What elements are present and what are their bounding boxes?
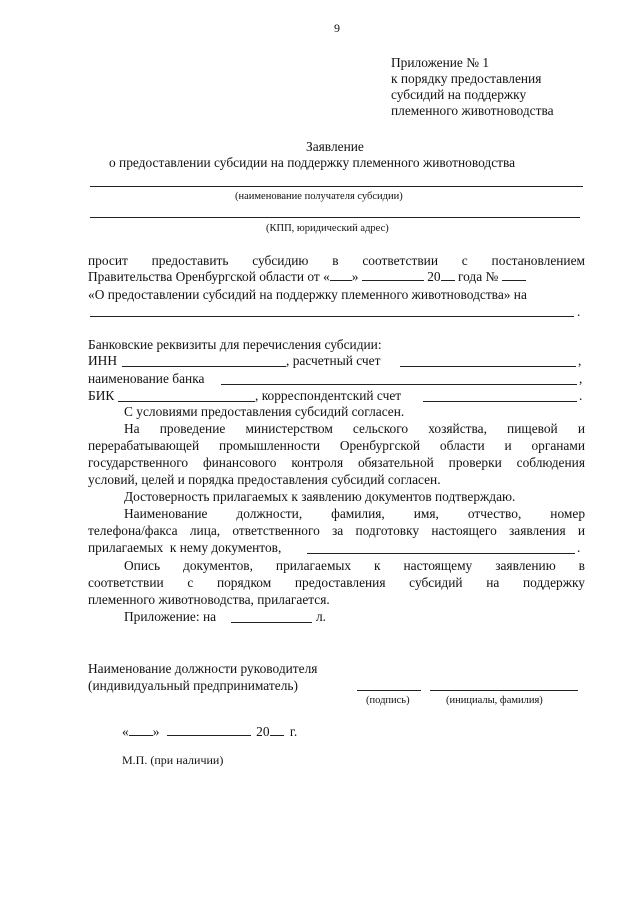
bik-field[interactable] [118, 401, 255, 402]
account-comma: , [578, 353, 582, 368]
consent-line-2: перерабатывающей промышленности Оренбургской области и органами [88, 438, 586, 453]
consent-line-4: условий, целей и порядка предоставления субсидий согласен. [88, 472, 441, 487]
appendix-line-1: Приложение № 1 [391, 55, 490, 70]
contact-line-3: прилагаемых к нему документов, [88, 540, 282, 555]
document-title: Заявление [306, 139, 364, 154]
request-line-2: Правительства Оренбургской области от « » 20 года № [88, 269, 526, 285]
date-month-blank[interactable] [167, 724, 251, 736]
appendix-line-3: субсидий на поддержку [391, 87, 527, 102]
kpp-caption: (КПП, юридический адрес) [266, 223, 389, 234]
corr-account-label: , корреспондентский счет [255, 388, 402, 403]
position-line-1: Наименование должности руководителя [88, 661, 318, 676]
appendix-line-4: племенного животноводства [391, 103, 554, 118]
initials-caption: (инициалы, фамилия) [446, 695, 543, 706]
signature-caption: (подпись) [366, 695, 410, 706]
decree-day-blank[interactable] [330, 269, 352, 281]
account-label: , расчетный счет [286, 353, 381, 368]
bik-label: БИК [88, 388, 115, 403]
attachment-suffix: л. [316, 609, 327, 624]
bank-name-label: наименование банка [88, 371, 205, 386]
inn-field[interactable] [122, 366, 286, 367]
document-subtitle: о предоставлении субсидии на поддержку племенного животноводства [109, 155, 516, 170]
corr-account-field[interactable] [423, 401, 577, 402]
inventory-line-2: соответствии с порядком предоставления субсидий на поддержку [88, 575, 585, 590]
contact-person-field[interactable] [307, 553, 575, 554]
inventory-line-3: племенного животноводства, прилагается. [88, 592, 330, 607]
request-line-3: «О предоставлении субсидий на поддержку племенного животноводства» на [88, 287, 527, 302]
corr-account-dot: . [579, 388, 583, 403]
date-day-blank[interactable] [129, 724, 153, 736]
reliability-text: Достоверность прилагаемых к заявлению документов подтверждаю. [124, 489, 516, 504]
date-year-blank[interactable] [270, 724, 284, 736]
consent-line-3: государственного финансового контроля обязательной проверки соблюдения [88, 455, 585, 470]
contact-line-dot: . [577, 540, 581, 555]
appendix-line-2: к порядку предоставления [391, 71, 542, 86]
recipient-name-line[interactable] [90, 186, 583, 187]
agree-text: С условиями предоставления субсидий согласен. [124, 404, 405, 419]
date-line: « » 20 г. [122, 724, 298, 739]
contact-line-2: телефона/факса лица, ответственного за подготовку настоящего заявления и [88, 523, 585, 538]
stamp-note: М.П. (при наличии) [122, 753, 224, 767]
recipient-caption: (наименование получателя субсидии) [235, 191, 403, 202]
request-purpose-line[interactable] [90, 316, 574, 317]
request-line-1: просит предоставить субсидию в соответствии с постановлением [88, 253, 586, 268]
position-line-2: (индивидуальный предприниматель) [88, 678, 298, 693]
inventory-line-1: Опись документов, прилагаемых к настоящему заявлению в [124, 558, 585, 573]
request-line-4-end: . [577, 304, 581, 319]
account-field[interactable] [400, 366, 576, 367]
contact-line-1: Наименование должности, фамилия, имя, отчество, номер [124, 506, 586, 521]
attachment-sheets-field[interactable] [231, 622, 312, 623]
bank-name-field[interactable] [221, 384, 577, 385]
bank-name-comma: , [579, 371, 583, 386]
kpp-address-line[interactable] [90, 217, 580, 218]
decree-month-blank[interactable] [362, 269, 424, 281]
decree-number-blank[interactable] [502, 269, 526, 281]
signature-field[interactable] [357, 690, 421, 691]
decree-year-blank[interactable] [441, 269, 455, 281]
inn-label: ИНН [88, 353, 118, 368]
bank-header: Банковские реквизиты для перечисления субсидии: [88, 337, 382, 352]
attachment-label: Приложение: на [124, 609, 217, 624]
consent-line-1: На проведение министерством сельского хозяйства, пищевой и [124, 421, 586, 436]
initials-field[interactable] [430, 690, 578, 691]
page-number: 9 [334, 21, 340, 35]
